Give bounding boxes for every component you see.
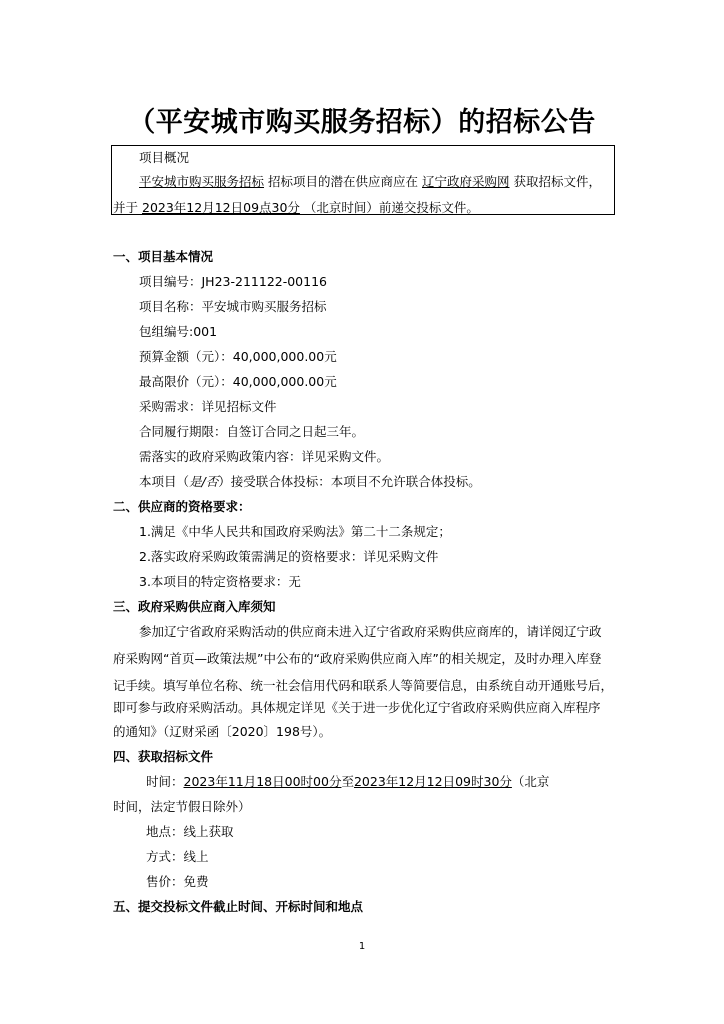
section-3-heading: 三、政府采购供应商入库须知 xyxy=(113,599,276,614)
s3-paragraph-line: 记手续。填写单位名称、统一社会信用代码和联系人等简要信息，由系统自动开通账号后， xyxy=(113,678,614,693)
s4-method: 方式：线上 xyxy=(146,849,209,864)
s4-time-start: 2023年11月18日00时00分 xyxy=(183,774,342,789)
s4-time-line xyxy=(146,774,549,790)
s4-place: 地点：线上获取 xyxy=(146,824,234,839)
section-4-heading: 四、获取招标文件 xyxy=(113,749,214,764)
s2-item: 2.落实政府采购政策需满足的资格要求：详见采购文件 xyxy=(139,549,439,564)
section-2-heading: 二、供应商的资格要求： xyxy=(113,499,251,514)
s1-item: 预算金额（元）：40,000,000.00元 xyxy=(139,349,337,364)
s1-item: 最高限价（元）：40,000,000.00元 xyxy=(139,374,337,389)
overview-text: 招标项目的潜在供应商应在 xyxy=(268,174,419,189)
s3-paragraph-line: 府采购网“首页—政策法规”中公布的“政府采购供应商入库”的相关规定，及时办理入库登 xyxy=(113,651,602,666)
overview-heading: 项目概况 xyxy=(139,150,190,165)
s4-time-to: 至 xyxy=(341,774,354,789)
s4-time-note: （北京 xyxy=(511,774,550,789)
overview-line-2 xyxy=(113,200,479,216)
consortium-option: 是/否 xyxy=(189,474,219,489)
s1-item: 包组编号:001 xyxy=(139,324,218,339)
s1-item: 需落实的政府采购政策内容：详见采购文件。 xyxy=(139,449,390,464)
s2-item: 3.本项目的特定资格要求：无 xyxy=(139,574,301,589)
overview-project-name: 平安城市购买服务招标 xyxy=(139,174,265,189)
s4-price: 售价：免费 xyxy=(146,874,209,889)
s3-paragraph-line: 的通知》（辽财采函〔2020〕198号）。 xyxy=(113,724,332,739)
s3-paragraph-line: 参加辽宁省政府采购活动的供应商未进入辽宁省政府采购供应商库的，请详阅辽宁政 xyxy=(139,624,602,639)
s3-paragraph-line: 即可参与政府采购活动。具体规定详见《关于进一步优化辽宁省政府采购供应商入库程序 xyxy=(113,700,601,715)
section-5-heading: 五、提交投标文件截止时间、开标时间和地点 xyxy=(113,899,364,914)
section-1-heading: 一、项目基本情况 xyxy=(113,249,214,264)
overview-text: 获取招标文件， xyxy=(513,174,602,189)
s1-item: 项目编号：JH23-211122-00116 xyxy=(139,274,327,289)
overview-text: 并于 xyxy=(113,200,139,215)
overview-line-1 xyxy=(139,174,601,190)
s1-item: 采购需求：详见招标文件 xyxy=(139,399,277,414)
s4-time-label: 时间： xyxy=(146,774,184,789)
s1-consortium xyxy=(139,474,481,490)
s2-item: 1.满足《中华人民共和国政府采购法》第二十二条规定； xyxy=(139,524,451,539)
s1-item: 合同履行期限：自签订合同之日起三年。 xyxy=(139,424,365,439)
s4-time-line-2: 时间，法定节假日除外） xyxy=(113,799,251,814)
consortium-text: 本项目（ xyxy=(139,474,190,489)
consortium-text: ）接受联合体投标：本项目不允许联合体投标。 xyxy=(218,474,481,489)
s1-item: 项目名称：平安城市购买服务招标 xyxy=(139,299,327,314)
overview-text: （北京时间）前递交投标文件。 xyxy=(303,200,479,215)
page-title: （平安城市购买服务招标）的招标公告 xyxy=(128,107,596,138)
overview-deadline: 2023年12月12日09点30分 xyxy=(142,200,300,215)
overview-site-link[interactable]: 辽宁政府采购网 xyxy=(422,174,510,189)
page-number: 1 xyxy=(358,941,366,952)
s4-time-end: 2023年12月12日09时30分 xyxy=(353,774,512,789)
